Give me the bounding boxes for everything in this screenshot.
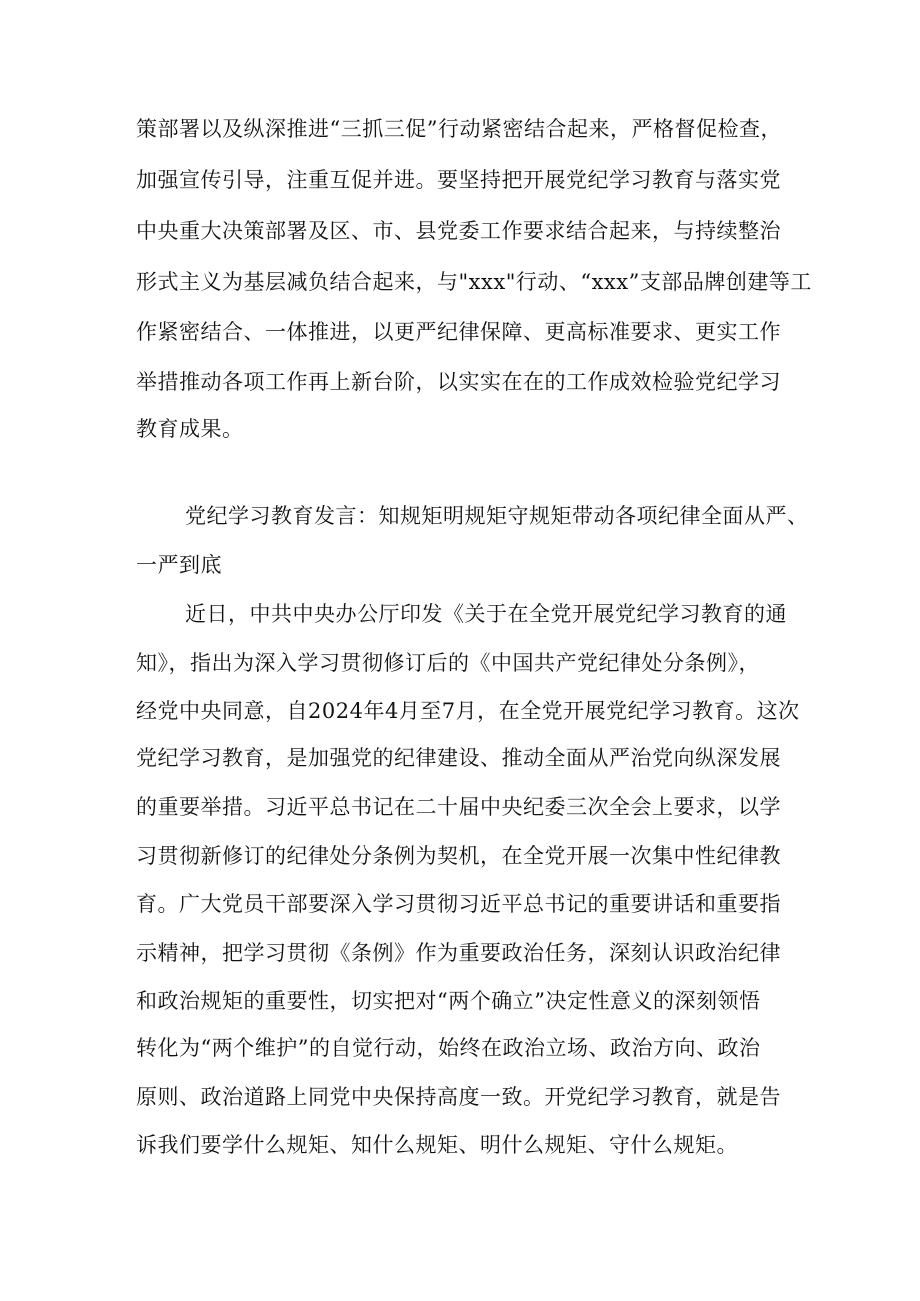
text-line: 和政治规矩的重要性，切实把对“两个确立”决定性意义的深刻领悟 bbox=[136, 989, 761, 1013]
text-line: 诉我们要学什么规矩、知什么规矩、明什么规矩、守什么规矩。 bbox=[136, 1133, 738, 1157]
text-line: 作紧密结合、一体推进，以更严纪律保障、更高标准要求、更实工作 bbox=[136, 320, 781, 344]
text-line: 育。广大党员干部要深入学习贯彻习近平总书记的重要讲话和重要指 bbox=[136, 892, 781, 916]
text-line: 策部署以及纵深推进“三抓三促”行动紧密结合起来，严格督促检查， bbox=[136, 117, 782, 141]
heading-line: 一严到底 bbox=[136, 553, 222, 577]
text-line: 示精神，把学习贯彻《条例》作为重要政治任务，深刻认识政治纪律 bbox=[136, 941, 781, 965]
heading-line: 党纪学习教育发言：知规矩明规矩守规矩带动各项纪律全面从严、 bbox=[185, 504, 809, 528]
text-line: 加强宣传引导，注重互促并进。要坚持把开展党纪学习教育与落实党 bbox=[136, 168, 781, 192]
text-line: 的重要举措。习近平总书记在二十届中央纪委三次全会上要求，以学 bbox=[136, 795, 781, 819]
text-line: 转化为“两个维护”的自觉行动，始终在政治立场、政治方向、政治 bbox=[136, 1036, 761, 1060]
text-line: 教育成果。 bbox=[136, 417, 244, 441]
text-line: 原则、政治道路上同党中央保持高度一致。开党纪学习教育，就是告 bbox=[136, 1085, 781, 1109]
text-line: 知》，指出为深入学习贯彻修订后的《中国共产党纪律处分条例》， bbox=[136, 651, 760, 675]
text-line: 习贯彻新修订的纪律处分条例为契机，在全党开展一次集中性纪律教 bbox=[136, 844, 781, 868]
text-line: 近日，中共中央办公厅印发《关于在全党开展党纪学习教育的通 bbox=[185, 602, 787, 626]
text-line: 举措推动各项工作再上新台阶，以实实在在的工作成效检验党纪学习 bbox=[136, 370, 781, 394]
text-line: 党纪学习教育，是加强党的纪律建设、推动全面从严治党向纵深发展 bbox=[136, 746, 781, 770]
text-line: 经党中央同意，自2024年4月至7月，在全党开展党纪学习教育。这次 bbox=[136, 699, 800, 723]
text-line: 形式主义为基层减负结合起来，与"xxx"行动、“xxx”支部品牌创建等工 bbox=[136, 270, 812, 294]
text-line: 中央重大决策部署及区、市、县党委工作要求结合起来，与持续整治 bbox=[136, 219, 781, 243]
